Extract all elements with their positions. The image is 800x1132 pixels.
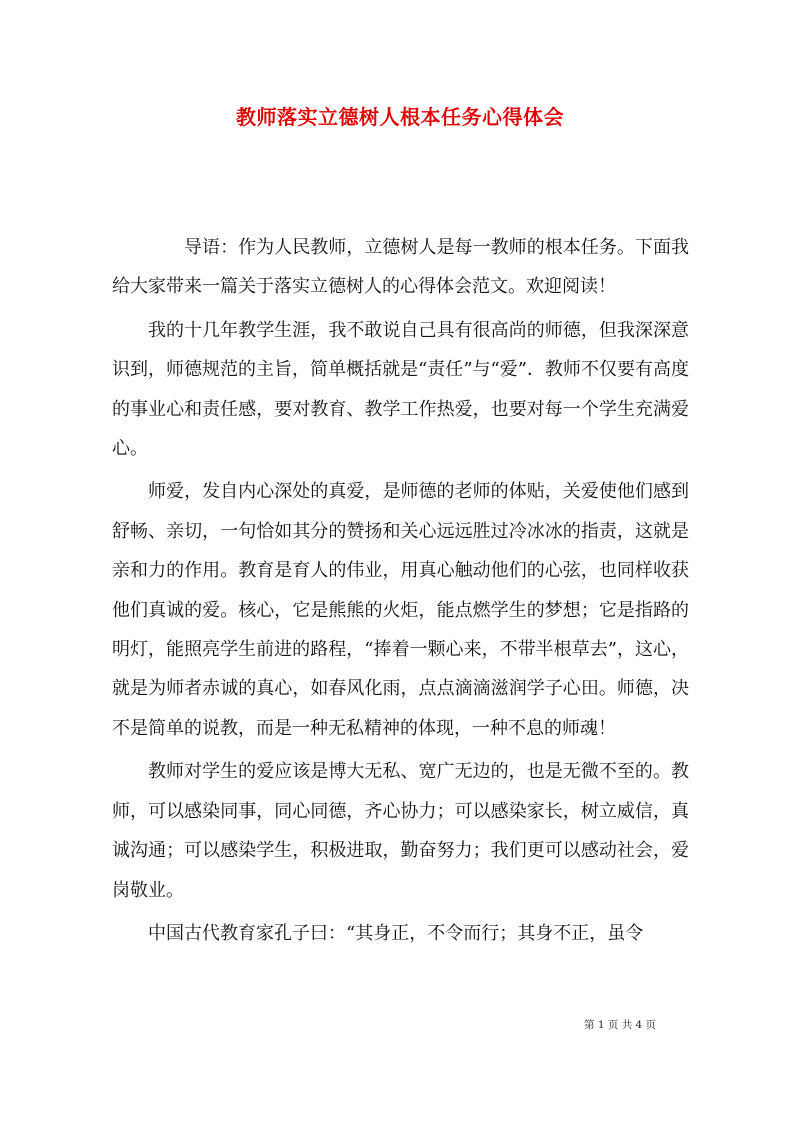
body-paragraph-2: 师爱，发自内心深处的真爱，是师德的老师的体贴，关爱使他们感到舒畅、亲切，一句恰如其分的赞扬和关心远远胜过冷冰冰的指责，这就是亲和力的作用。教育是育人的伟业，用真心触动他们的心弦，也同样收获他们真诚的爱。核心，它是熊熊的火炬，能点燃学生的梦想；它是指路的明灯，能照亮学生前进的路程，“捧着一颗心来，不带半根草去”，这心，就是为师者赤诚的真心，如春风化雨，点点滴滴滋润学子心田。师德，决不是简单的说教，而是一种无私精神的体现，一种不息的师魂！ (112, 481, 689, 739)
body-paragraph-4: 中国古代教育家孔子曰：“其身正，不令而行；其身不正，虽令 (148, 922, 644, 944)
body-paragraph-1: 我的十几年教学生涯，我不敢说自己具有很高尚的师德，但我深深意识到，师德规范的主旨，简单概括就是“责任”与“爱”．教师不仅要有高度的事业心和责任感，要对教育、教学工作热爱，也要对每一个学生充满爱心。 (112, 319, 689, 460)
body-paragraph-3: 教师对学生的爱应该是博大无私、宽广无边的，也是无微不至的。教师，可以感染同事，同心同德，齐心协力；可以感染家长，树立威信，真诚沟通；可以感染学生，积极进取，勤奋努力；我们更可以感动社会，爱岗敬业。 (112, 761, 689, 901)
intro-paragraph: 导语：作为人民教师，立德树人是每一教师的根本任务。下面我给大家带来一篇关于落实立德树人的心得体会范文。欢迎阅读！ (112, 237, 689, 298)
page-number-footer: 第 1 页 共 4 页 (584, 1019, 657, 1031)
document-body (112, 228, 689, 953)
document-title: 教师落实立德树人根本任务心得体会 (236, 105, 564, 129)
